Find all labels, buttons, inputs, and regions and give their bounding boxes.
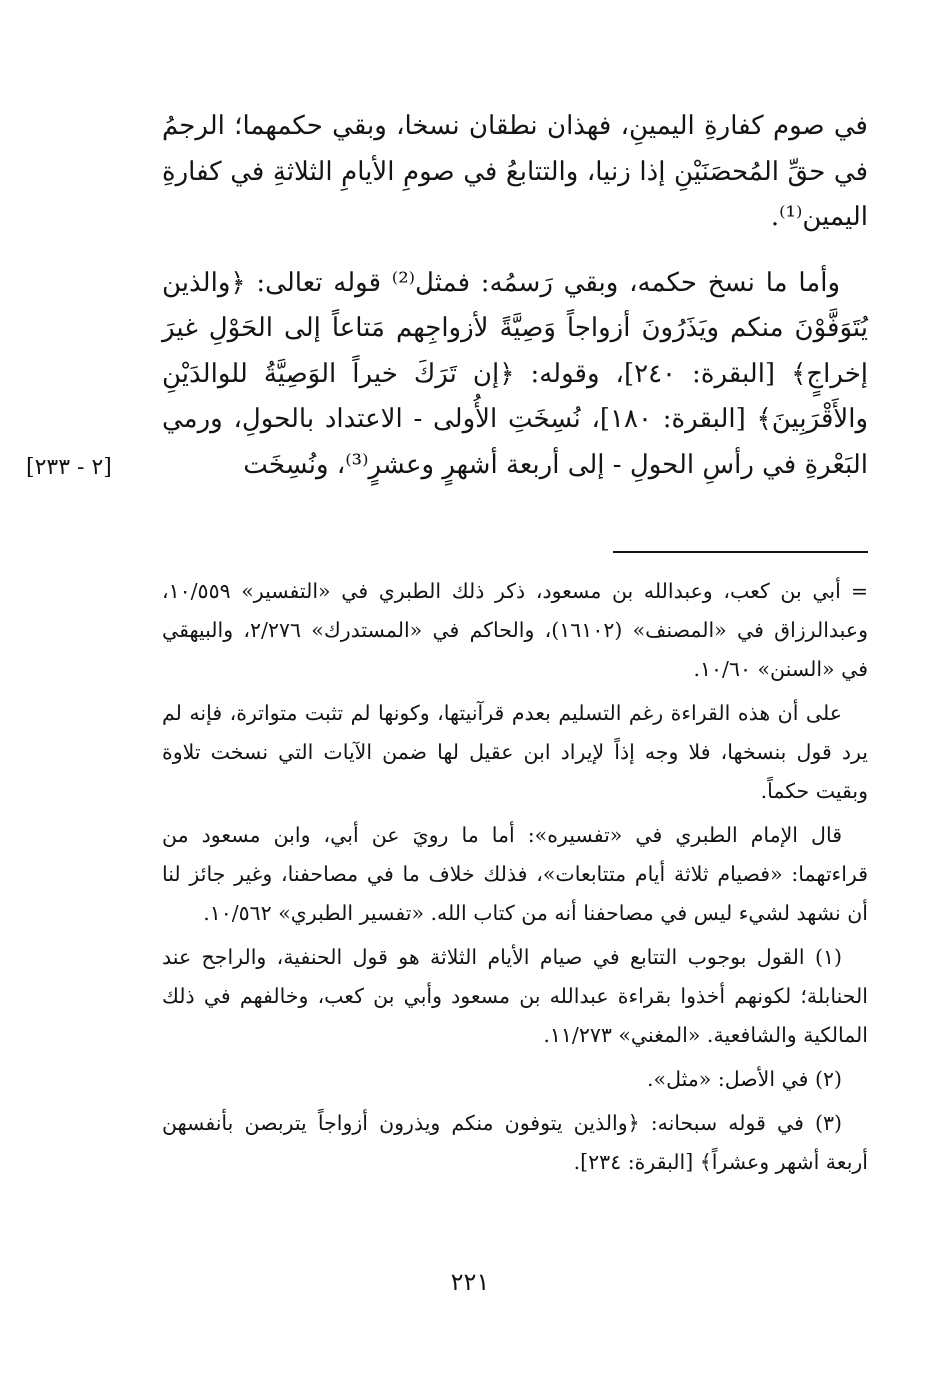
footnote-divider	[613, 551, 868, 553]
margin-reference: [٢ - ٢٣٣]	[26, 455, 112, 480]
footnote-continuation	[162, 572, 868, 689]
footnote-2: (٢) في الأصل: «مثل».	[647, 1067, 842, 1091]
continuation-mark: =	[850, 579, 868, 603]
page-number: ٢٢١	[450, 1268, 490, 1296]
main-text-body	[162, 104, 868, 488]
footnote-continuation-text: أبي بن كعب، وعبدالله بن مسعود، ذكر ذلك الطبري في «التفسير» ١٠/٥٥٩، وعبدالرزاق في «المصنف» (١٦١٠٢)، والحاكم في «المستدرك» ٢/٢٧٦، والبيهقي في «السنن» ١٠/٦٠.	[162, 579, 868, 681]
footnotes-section	[162, 572, 868, 1187]
footnote-3: (٣) في قوله سبحانه: ﴿والذين يتوفون منكم ويذرون أزواجاً يتربصن بأنفسهن أربعة أشهر وعشراً﴾ [البقرة: ٢٣٤].	[162, 1111, 868, 1174]
footnote-paragraph-2: على أن هذه القراءة رغم التسليم بعدم قرآنيتها، وكونها لم تثبت متواترة، فإنه لم يرد قول بنسخها، فلا وجه إذاً لإيراد ابن عقيل لها ضمن الآيات التي نسخت تلاوة وبقيت حكماً.	[162, 701, 868, 803]
main-paragraph-2: وأما ما نسخ حكمه، وبقي رَسمُه: فمثل⁽²⁾ قوله تعالى: ﴿والذين يُتَوَفَّوْنَ منكم ويَذَرُونَ أزواجاً وَصِيَّةً لأزواجِهم مَتاعاً إلى الحَوْلِ غيرَ إخراجٍ﴾ [البقرة: ٢٤٠]، وقوله: ﴿إن تَرَكَ خيراً الوَصِيَّةُ للوالدَيْنِ والأَقْرَبِينَ﴾ [البقرة: ١٨٠]، نُسِخَتِ الأُولى - الاعتداد بالحولِ، ورمي البَعْرةِ في رأسِ الحولِ - إلى أربعة أشهرٍ وعشرٍ⁽³⁾، ونُسِخَت	[162, 267, 868, 480]
footnote-paragraph-3: قال الإمام الطبري في «تفسيره»: أما ما رويَ عن أبي، وابن مسعود من قراءتهما: «فصيام ثلاثة أيام متتابعات»، فذلك خلاف ما في مصاحفنا، وغير جائز لنا أن نشهد لشيء ليس في مصاحفنا أنه من كتاب الله. «تفسير الطبري» ١٠/٥٦٢.	[162, 823, 868, 925]
footnote-1: (١) القول بوجوب التتابع في صيام الأيام الثلاثة هو قول الحنفية، والراجح عند الحنابلة؛ لكونهم أخذوا بقراءة عبدالله بن مسعود وأبي بن كعب، وخالفهم في ذلك المالكية والشافعية. «المغني» ١١/٢٧٣.	[162, 945, 868, 1047]
main-paragraph-1: في صوم كفارةِ اليمينِ، فهذان نطقان نسخا، وبقي حكمهما؛ الرجمُ في حقِّ المُحصَنَيْنِ إذا زنيا، والتتابعُ في صومِ الأيامِ الثلاثةِ في كفارةِ اليمين⁽¹⁾.	[162, 111, 868, 232]
